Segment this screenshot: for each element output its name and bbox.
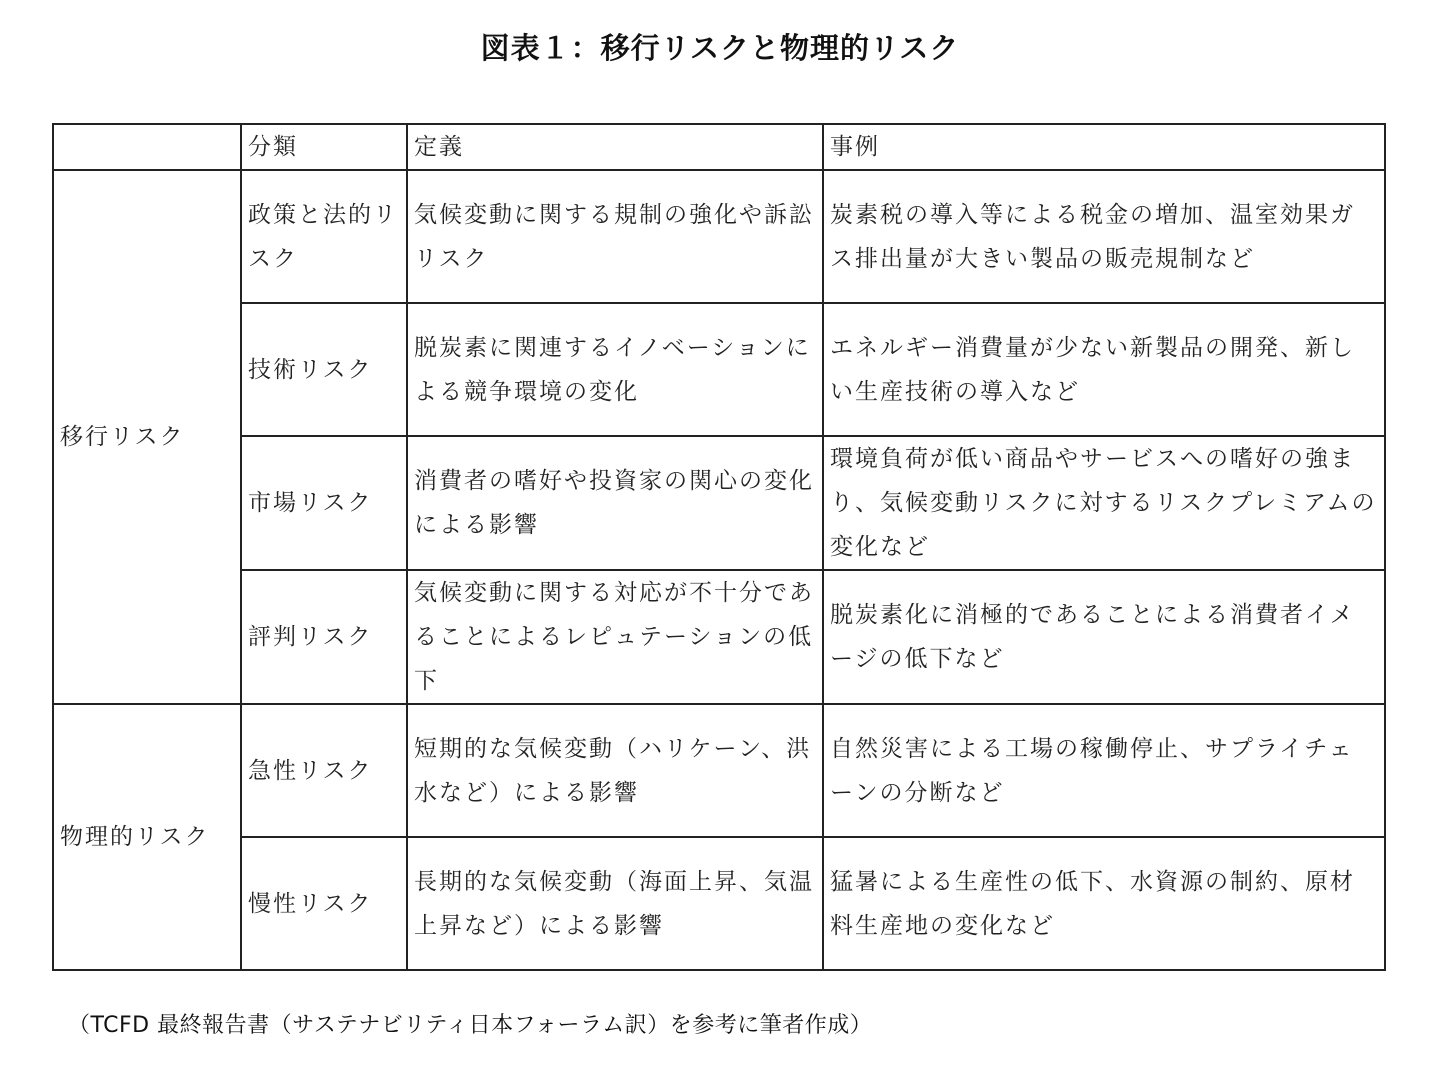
definition-cell: 気候変動に関する規制の強化や訴訟リスク: [407, 170, 823, 303]
definition-cell: 短期的な気候変動（ハリケーン、洪水など）による影響: [407, 704, 823, 837]
definition-cell: 長期的な気候変動（海面上昇、気温上昇など）による影響: [407, 837, 823, 970]
header-cell-definition: 定義: [407, 124, 823, 170]
classification-cell: 評判リスク: [241, 570, 407, 704]
classification-cell: 市場リスク: [241, 436, 407, 570]
definition-cell: 消費者の嗜好や投資家の関心の変化による影響: [407, 436, 823, 570]
source-footnote: （TCFD 最終報告書（サステナビリティ日本フォーラム訳）を参考に筆者作成）: [68, 1013, 873, 1038]
classification-cell: 急性リスク: [241, 704, 407, 837]
classification-cell: 政策と法的リスク: [241, 170, 407, 303]
table-row: [53, 837, 1385, 970]
table-row: [53, 436, 1385, 570]
category-cell-physical: 物理的リスク: [53, 704, 241, 970]
definition-cell: 脱炭素に関連するイノベーションによる競争環境の変化: [407, 303, 823, 436]
table-row: [53, 704, 1385, 837]
classification-cell: 慢性リスク: [241, 837, 407, 970]
example-cell: 炭素税の導入等による税金の増加、温室効果ガス排出量が大きい製品の販売規制など: [823, 170, 1385, 303]
classification-cell: 技術リスク: [241, 303, 407, 436]
category-cell-transition: 移行リスク: [53, 170, 241, 704]
example-cell: 自然災害による工場の稼働停止、サプライチェーンの分断など: [823, 704, 1385, 837]
example-cell: 環境負荷が低い商品やサービスへの嗜好の強まり、気候変動リスクに対するリスクプレミアムの変化など: [823, 436, 1385, 570]
table-row: [53, 170, 1385, 303]
header-cell-classification: 分類: [241, 124, 407, 170]
header-cell-empty: [53, 124, 241, 170]
example-cell: エネルギー消費量が少ない新製品の開発、新しい生産技術の導入など: [823, 303, 1385, 436]
header-cell-example: 事例: [823, 124, 1385, 170]
table-header-row: [53, 124, 1385, 170]
definition-cell: 気候変動に関する対応が不十分であることによるレピュテーションの低下: [407, 570, 823, 704]
table-row: [53, 570, 1385, 704]
table-row: [53, 303, 1385, 436]
risk-table: [52, 123, 1386, 971]
example-cell: 脱炭素化に消極的であることによる消費者イメージの低下など: [823, 570, 1385, 704]
figure-title: 図表１：移行リスクと物理的リスク: [480, 31, 960, 65]
example-cell: 猛暑による生産性の低下、水資源の制約、原材料生産地の変化など: [823, 837, 1385, 970]
